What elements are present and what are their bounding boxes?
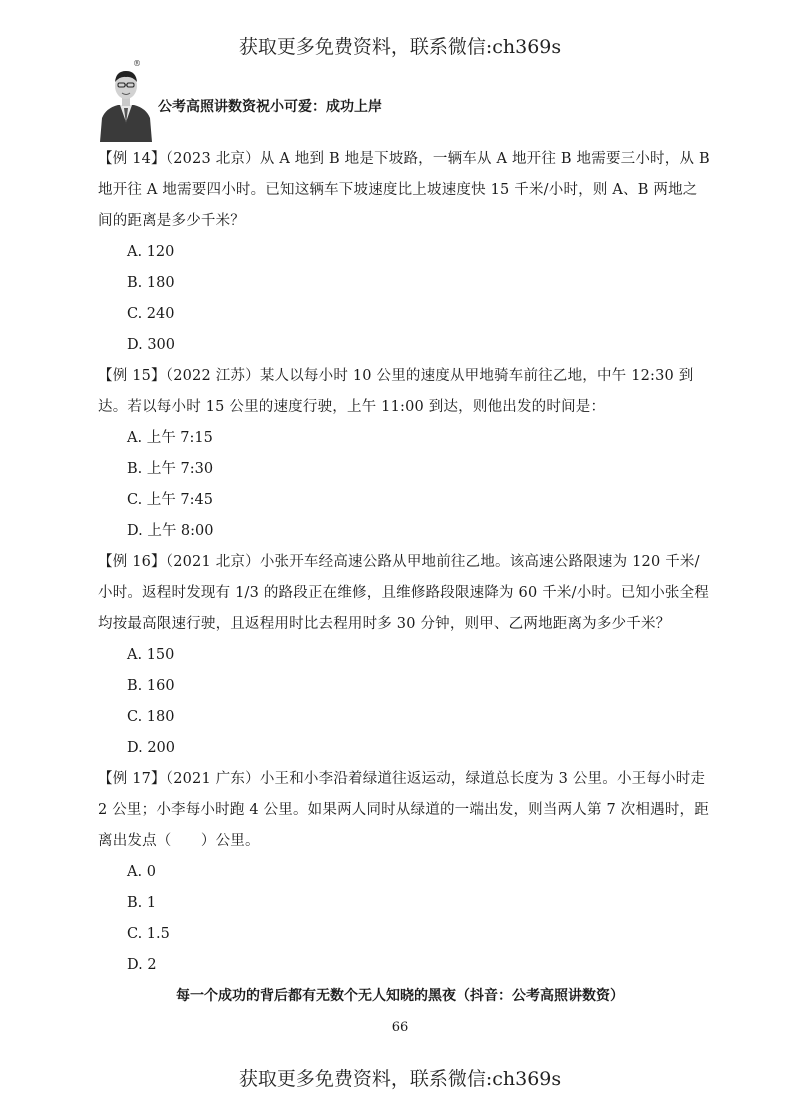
option-item: B. 1 [127,895,157,911]
option-item: B. 上午 7:30 [127,461,214,477]
bottom-banner: 获取更多免费资料，联系微信:ch369s [238,1068,562,1090]
question-text: 【例 14】（2023 北京）从 A 地到 B 地是下坡路，一辆车从 A 地开往 B 地需要三小时，从 B 地开往 A 地需要四小时。已知这辆车下坡速度比上坡速度快 15 千米/小时，则 A、B 两地之间的距离是多少千米？ [98,151,710,229]
option-item: A. 0 [127,864,156,880]
option-item: A. 上午 7:15 [127,430,213,446]
option-item: C. 上午 7:45 [127,492,213,508]
option-list [98,237,710,361]
option-item: C. 1.5 [127,926,170,942]
option-item: D. 300 [127,337,176,353]
option-item: C. 180 [127,709,175,725]
top-banner: 获取更多免费资料，联系微信:ch369s [238,36,562,58]
question-text: 【例 16】（2021 北京）小张开车经高速公路从甲地前往乙地。该高速公路限速为 120 千米/小时。返程时发现有 1/3 的路段正在维修，且维修路段限速降为 60 千米/小时。已知小张全程均按最高限速行驶，且返程用时比去程用时多 30 分钟，则甲、乙两地距离为多少千米？ [98,554,710,632]
footer-motto: 每一个成功的背后都有无数个无人知晓的黑夜（抖音：公考高照讲数资） [176,988,624,1004]
presenter-photo [96,62,156,142]
option-item: C. 240 [127,306,175,322]
option-item: B. 160 [127,678,175,694]
header [96,59,696,142]
option-item: D. 上午 8:00 [127,523,214,539]
option-item: D. 2 [127,957,157,973]
option-list [98,423,710,547]
question-list [98,144,710,981]
question-block [98,361,710,547]
question-text: 【例 15】（2022 江苏）某人以每小时 10 公里的速度从甲地骑车前往乙地，中午 12:30 到达。若以每小时 15 公里的速度行驶，上午 11:00 到达，则他出发的时间是： [98,368,694,415]
option-list [98,857,710,981]
question-block [98,144,710,361]
option-list [98,640,710,764]
option-item: A. 120 [127,244,175,260]
question-block [98,547,710,764]
option-item: B. 180 [127,275,175,291]
option-item: A. 150 [127,647,175,663]
page-number: 66 [391,1020,409,1035]
header-motto: 公考高照讲数资祝小可爱：成功上岸 [158,99,382,115]
question-block [98,764,710,981]
option-item: D. 200 [127,740,176,756]
question-text: 【例 17】（2021 广东）小王和小李沿着绿道往返运动，绿道总长度为 3 公里。小王每小时走 2 公里；小李每小时跑 4 公里。如果两人同时从绿道的一端出发，则当两人第 7 次相遇时，距离出发点（ ）公里。 [98,771,709,849]
registered-mark-icon: ® [133,59,141,68]
